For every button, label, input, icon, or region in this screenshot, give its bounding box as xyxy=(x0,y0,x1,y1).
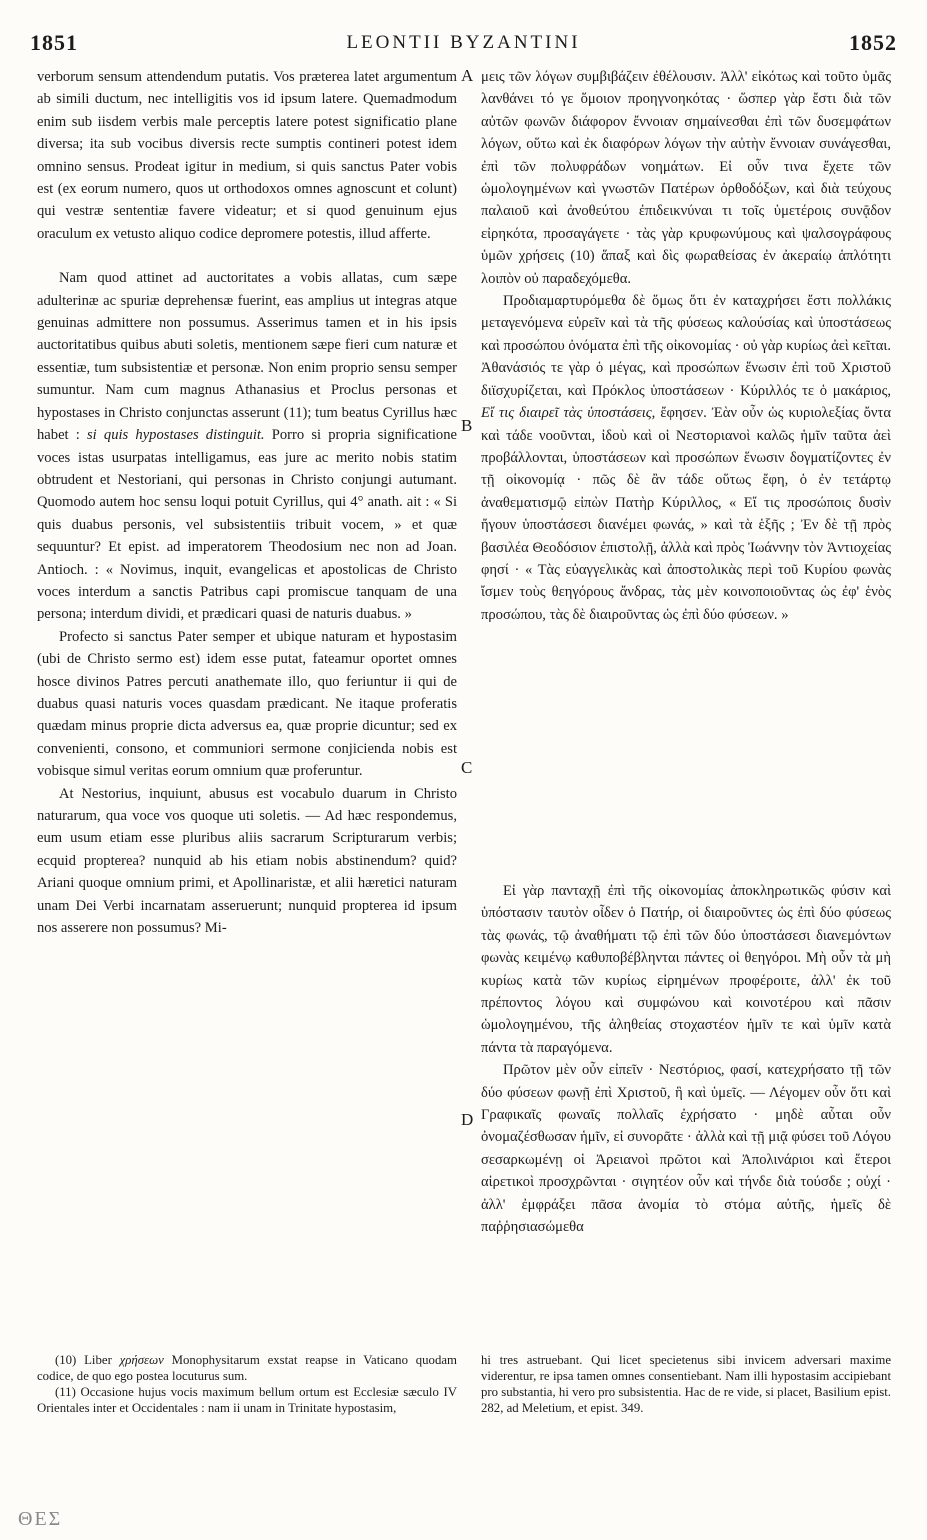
footnote-10-greek: χρήσεων xyxy=(119,1353,164,1367)
latin-p2-text-a: Nam quod attinet ad auctoritates a vobis allatas, cum sæpe adulterinæ ac spuriæ deprehensæ fuerint, eas amplius ut integras atque genuinas admittere non possumus. Asserimus tamen et in his ipsis auctoritatibus quibus abuti soletis, mentionem sæpe fieri cum naturæ et essentiæ, tum subsistentiæ et personæ. Non enim proprio sensu semper sumuntur. Nam cum magnus Athanasius et Proclus personas et hypostases in Christo conjunctas asserunt (11); tum beatus Cyrillus hæc habet : xyxy=(37,270,457,444)
page-number-right: 1852 xyxy=(849,30,897,55)
greek-p2-quote: Εἴ τις διαιρεῖ τὰς ὑποστάσεις, xyxy=(481,405,656,422)
footnote-11-continued: hi tres astruebant. Qui licet specietenus sibi invicem adversari maxime viderentur, re ipsa tamen omnes consentiebant. Nam illi hypostasim accipiebant pro substantia, hi vero pro subsistentia. Hac de re vide, si placet, Basilium epist. 282, ad Meletium, et epist. 349. xyxy=(481,1353,891,1415)
latin-paragraph-1: verborum sensum attendendum putatis. Vos præterea latet argumentum ab simili ductum, nec intelligitis vos id ipsum latere. Quemadmodum enim sub iisdem verbis male perceptis latere potest significatio plane diversa; ita sub vocibus diversis recte sumptis contineri potest idem omnino sensus. Prodeat igitur in medium, si quis sanctus Pater vobis est (ex eorum numero, quos ut orthodoxos omnes agnoscunt et colunt) qui vestræ sententiæ favere videatur; et si quod genuinum ejus oraculum ex vetusto aliquo codice depromere potestis, illud afferte. xyxy=(37,69,457,242)
margin-letter-b: B xyxy=(461,416,473,435)
greek-column-lower xyxy=(481,880,891,1239)
footnote-10-text-b: Monophysitarum exstat reapse in Vaticano quodam codice, de quo ego postea locuturus sum. xyxy=(37,1353,457,1383)
running-title: LEONTII BYZANTINI xyxy=(346,32,581,53)
margin-letter-c: C xyxy=(461,758,473,777)
greek-paragraph-2 xyxy=(481,290,891,626)
greek-paragraph-3: Εἰ γὰρ πανταχῇ ἐπὶ τῆς οἰκονομίας ἀποκληρωτικῶς φύσιν καὶ ὑπόστασιν ταυτὸν οἶδεν ὁ Πατήρ, οἱ διαιροῦντες ὡς ἐπὶ δύο φύσεως τὰς φωνάς, τῷ ἀναθήματι τῷ ἐπὶ τῶν δύο ὑποστάσεσι διανεμόντων φωνὰς κειμένῳ καθυποβέβληνται πάντες οἱ θεηγόροι. Μὴ οὖν τὰ μὴ κυρίως κατὰ τῶν κυρίως εἰρημένων προφέροιτε, ἀλλ' ἐκ τοῦ πρέποντος λόγου καὶ συμφώνου καὶ κοινοτέρου καὶ πᾶσιν ὡμολογημένου, τῆς ἀληθείας στοχαστέον ἡμῖν τε καὶ ὑμῖν κατὰ πάντα τὰ παραγόμενα. xyxy=(481,883,891,1056)
latin-p2-text-b: Porro si propria significatione voces istas usurpatas intelligamus, eas jure ac merito nobis statim obtrudent et Nestoriani, qui personas in Christo conjungi autumant. Quomodo autem hoc sensu loqui potuit Cyrillus, qui 4° anath. ait : « Si quis duabus personis, vel subsistentiis tribuit vocem, » et quæ sequuntur? Et epist. ad imperatorem Theodosium nec non ad Joan. Antioch. : « Novimus, inquit, evangelicas et apostolicas de Christo voces interdum a sanctis Patribus capi promiscue tanquam de una persona; interdum dividi, et prædicari quasi de naturis duabus. » xyxy=(37,427,458,623)
margin-letter-a: A xyxy=(461,66,474,85)
footnote-10 xyxy=(37,1352,457,1384)
page-number-left: 1851 xyxy=(30,30,78,55)
greek-column-upper xyxy=(481,66,891,626)
greek-paragraph-1: μεις τῶν λόγων συμβιβάζειν ἐθέλουσιν. Ἀλλ' εἰκότως καὶ τοῦτο ὑμᾶς λανθάνει τό γε ὅμοιον προηγνοηκότας · ὥσπερ γὰρ ἔστι διὰ τῶν αὐτῶν φωνῶν διάφορον ἔννοιαν σημαίνεσθαι ἐπὶ τῶν δυσεμφάτων λόγων, οὕτω καὶ ἐκ διαφόρων λόγων τὴν αὐτὴν ἔννοιαν συνάγεσθαι, ἐπὶ τῶν πολυφράδων νοημάτων. Εἰ οὖν τινα ἔχετε τῶν ὡμολογημένων καὶ γνωστῶν Πατέρων ὀρθοδόξων, καὶ διὰ τεύχους παλαιοῦ καὶ ἀνοθεύτου ἐπιδεικνύναι τι τοῖς ὑμετέροις συνᾷδον εἰρηκότα, προσαγάγετε · τὰς γὰρ κρυφωνύμους καὶ ψαλσογράφους ὑμῶν χρήσεις (10) ἅπαξ καὶ δὶς φωραθείσας ἐν ἀκεραίῳ ἁπλότητι λοιπὸν οὐ παραδεχόμεθα. xyxy=(481,69,891,287)
greek-p2-text-a: Προδιαμαρτυρόμεθα δὲ ὅμως ὅτι ἐν καταχρήσει ἔστι πολλάκις μεταγενόμενα εὑρεῖν καὶ τὰ τῆς φύσεως καλούσίας καὶ ὑποστάσεως καὶ προσώπου ὀνόματα ἐπὶ τῆς οἰκονομίας · οὐ γὰρ κυρίως ἀεὶ κεῖται. Ἀθανάσιός τε γὰρ ὁ μέγας, καὶ προσώπων ἕνωσιν ἐπὶ τοῦ Χριστοῦ διϊσχυρίζεται, καὶ Πρόκλος ὑποστάσεων · Κύριλλός τε ὁ μακάριος, xyxy=(481,293,891,399)
footnote-10-text-a: (10) Liber xyxy=(55,1353,112,1367)
latin-paragraph-3: Profecto si sanctus Pater semper et ubique naturam et hypostasim (ubi de Christo sermo est) idem esse putat, fateamur oportet omnes hosce divinos Patres percuti anathemate illo, quo feriuntur ii qui de duabus quasi naturis voces quasdam prædicant. Ne itaque proferatis quædam minus proprie dicta adversus ea, quæ proprie dicuntur; sed ex convenienti, consono, et communiori sermone conjicienda nobis est vobisque simul veritas eorum omnium quæ proferuntur. xyxy=(37,628,457,780)
latin-column xyxy=(37,66,457,939)
margin-letter-d: D xyxy=(461,1110,474,1129)
footnote-11: (11) Occasione hujus vocis maximum bellum ortum est Ecclesiæ sæculo IV Orientales inter et Occidentales : nam ii unam in Trinitate hypostasim, xyxy=(37,1385,457,1415)
footnotes-left xyxy=(37,1352,457,1416)
latin-paragraph-2 xyxy=(37,267,457,626)
greek-p2-text-b: ἔφησεν. Ἐὰν οὖν ὡς κυριολεξίας ὄντα καὶ τάδε νοοῦνται, ἰδοὺ καὶ οἱ Νεστοριανοὶ καλῶς ἡμῖν ταῦτα ἀεὶ προβάλλονται, ὑποστάσεων καὶ προσώπων ἕνωσιν δογματίζοντες ἐν τῇ οἰκονομίᾳ · πῶς δὲ ἂν τάδε οὕτως ἔφη, ὁ ἐν τετάρτῳ ἀναθεματισμῷ εἰπὼν Πατὴρ Κύριλλος, « Εἴ τις προσώποις δυσὶν ἤγουν ὑποστάσεσι διανέμει φωνάς, » καὶ τὰ ἑξῆς ; Ἐν δὲ τῇ πρὸς βασιλέα Θεοδόσιον ἐπιστολῇ, ἀλλὰ καὶ πρὸς Ἰωάννην τὸν Ἀντιοχείας φησί · « Τὰς εὐαγγελικὰς καὶ ἀποστολικὰς περὶ τοῦ Κυρίου φωνὰς ἴσμεν τοὺς θεηγόρους ἄνδρας, τὰς μὲν κοινοποιοῦντας ὡς ἐφ' ἑνὸς προσώπου, τὰς δὲ διαιροῦντας ὡς ἐπὶ δύο φύσεων. » xyxy=(481,405,892,623)
latin-paragraph-4: At Nestorius, inquiunt, abusus est vocabulo duarum in Christo naturarum, qua voce vos quoque uti soletis. — Ad hæc respondemus, eum usum etiam esse pluribus aliis sacrarum Scripturarum verbis; ecquid propterea? nunquid ab his etiam nobis abstinendum? quid? Ariani quoque omnium primi, et Apollinaristæ, et alii hæretici naturam unam Dei Verbi incarnatam asseruerunt; nunquid propterea id ipsum nos asserere non possumus? Mi- xyxy=(37,785,457,937)
page-smudge: ΘΕΣ xyxy=(18,1508,63,1530)
page-header xyxy=(30,30,897,62)
greek-paragraph-4: Πρῶτον μὲν οὖν εἰπεῖν · Νεστόριος, φασί, κατεχρήσατο τῇ τῶν δύο φύσεων φωνῇ ἐπὶ Χριστοῦ, ἣ καὶ ὑμεῖς. — Λέγομεν οὖν ὅτι καὶ Γραφικαῖς φωναῖς πολλαῖς ἐχρήσατο · μηδὲ αὗται οὖν ὀνομαζέσθωσαν ἡμῖν, εἰ συνορᾶτε · ἀλλὰ καὶ τῇ μιᾷ φύσει τοῦ Λόγου σεσαρκωμένῃ οἱ Ἀρειανοὶ πρῶτοι καὶ Ἀπολινάριοι καὶ ἕτεροι αἱρετικοὶ προσχρῶνται · σιγητέον οὖν καὶ τήνδε διὰ τούσδε ; οὐχί · ἀλλ' ἐμφράξει πᾶσα ἀνομία τὸ στόμα αὐτῆς, ἡμεῖς δὲ παῤῥησιασώμεθα xyxy=(481,1062,891,1236)
latin-p2-quote: si quis hypostases distinguit. xyxy=(87,427,265,444)
footnotes-right xyxy=(481,1352,891,1416)
